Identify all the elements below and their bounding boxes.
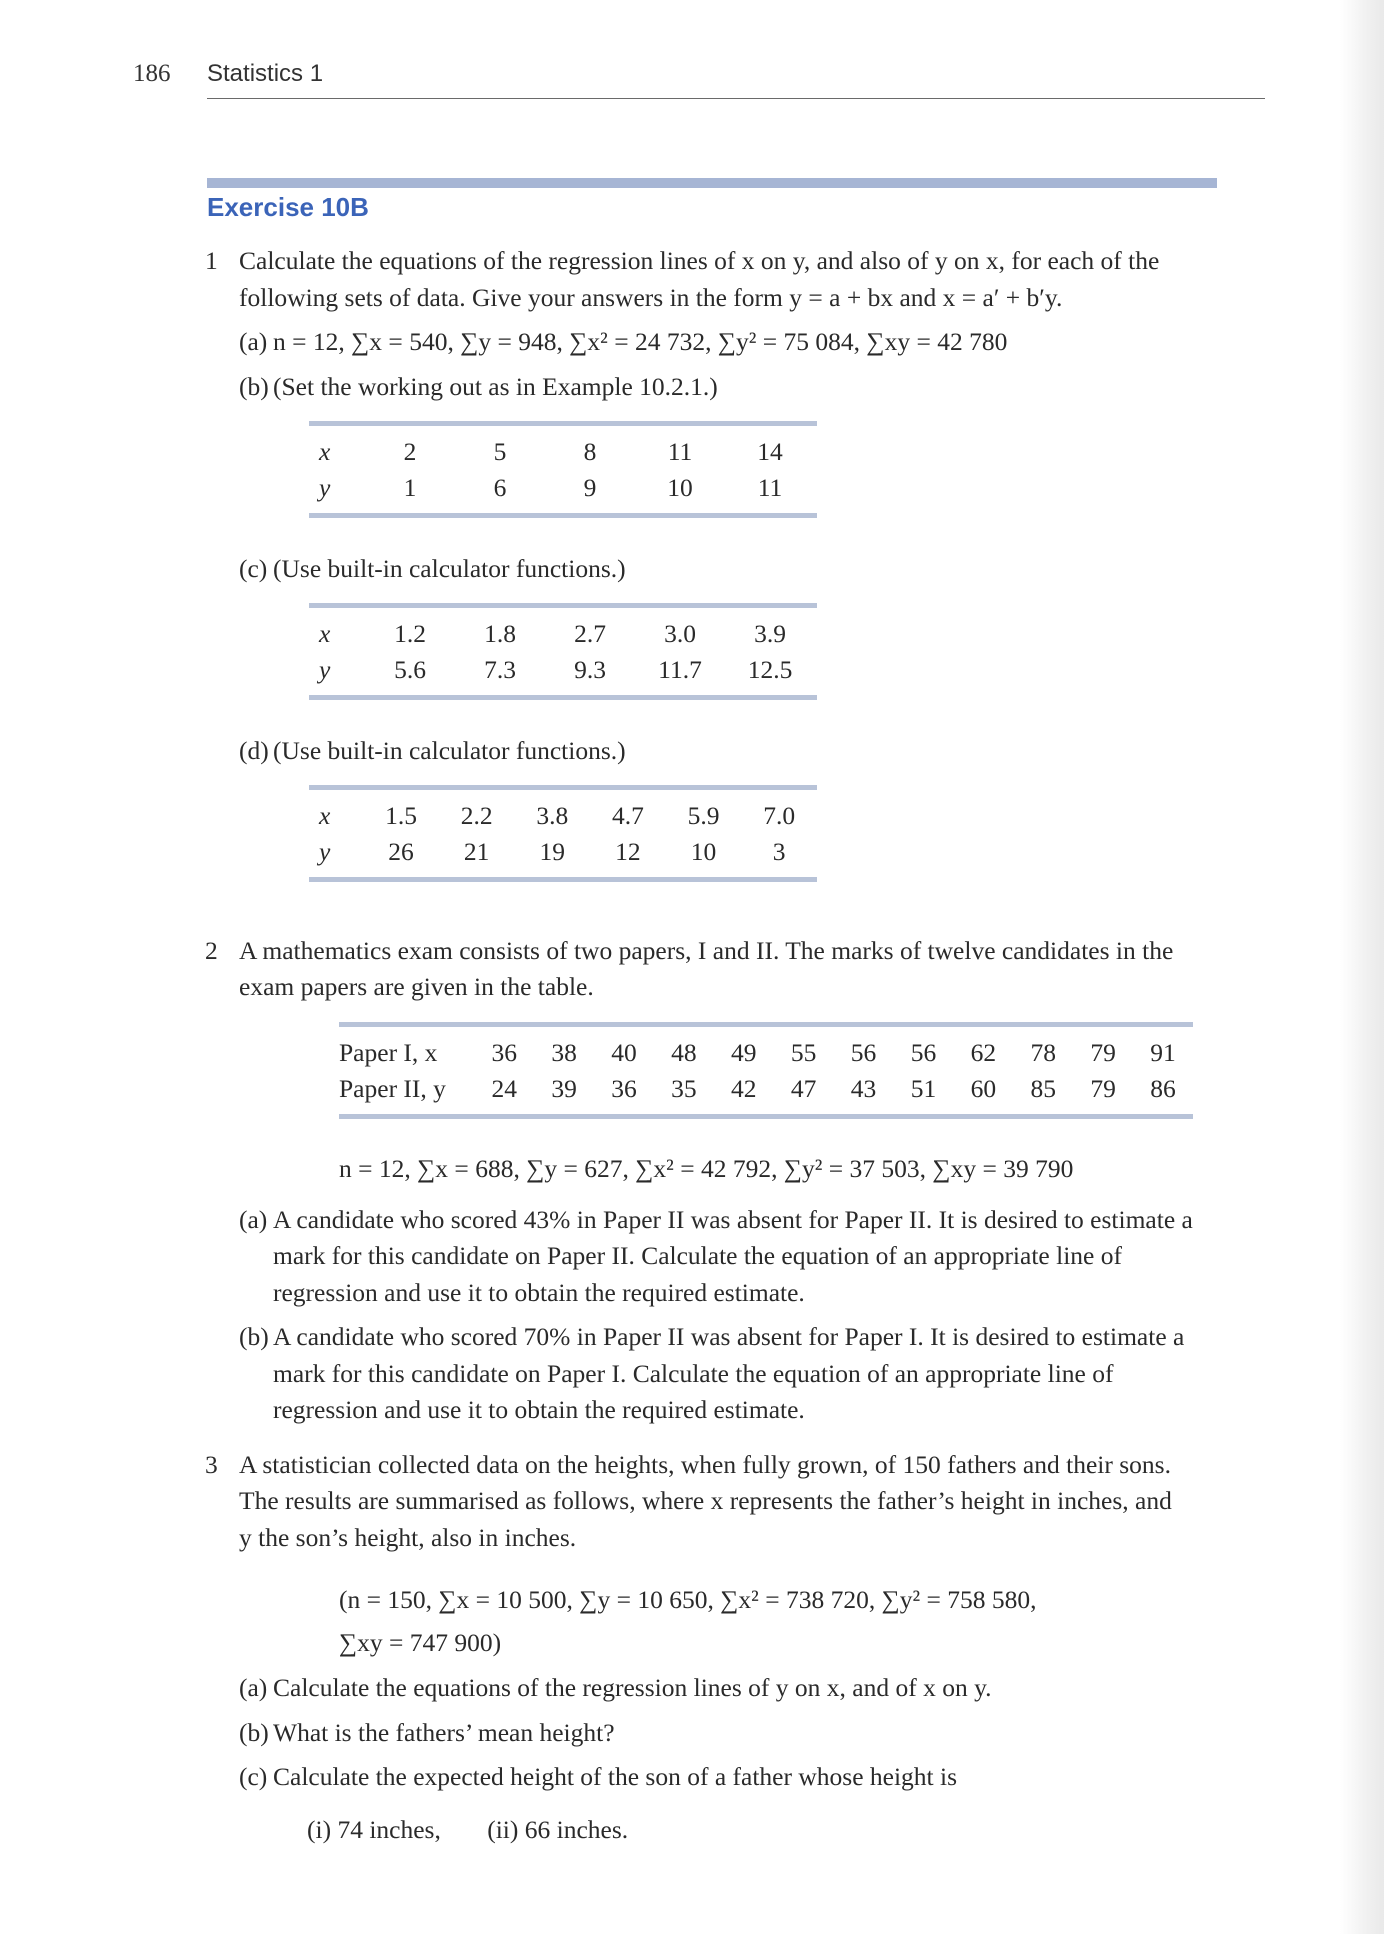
table-cell: 51 — [910, 1073, 937, 1103]
table-cell: 36 — [491, 1037, 517, 1067]
table-cell: 62 — [970, 1037, 997, 1067]
exercise-title: Exercise 10B — [207, 192, 369, 222]
table-cell: 7.0 — [763, 801, 796, 830]
part-b — [239, 1319, 1305, 1429]
summary-statistics: n = 12, ∑x = 688, ∑y = 627, ∑x² = 42 792, ∑y² = 37 503, ∑xy = 39 790 — [339, 1154, 1074, 1183]
part-text-line: regression and use it to obtain the required estimate. — [273, 1395, 805, 1424]
table-cell: 48 — [671, 1037, 697, 1067]
part-label: (b) — [239, 1322, 269, 1351]
table-cell: 79 — [1090, 1037, 1116, 1067]
part-text: Calculate the expected height of the son of a father whose height is — [273, 1762, 958, 1791]
data-table-b — [309, 421, 817, 518]
table-cell: 7.3 — [484, 655, 516, 684]
part-text-line: A candidate who scored 70% in Paper II was absent for Paper I. It is desired to estimate a — [273, 1322, 1185, 1351]
running-title: Statistics 1 — [207, 60, 324, 87]
table-cell: 14 — [757, 437, 783, 466]
data-table-d — [309, 785, 817, 882]
page-number: 186 — [133, 60, 171, 87]
row-label: y — [319, 655, 331, 684]
table-cell: 2.2 — [460, 801, 493, 830]
part-label: (b) — [239, 371, 269, 401]
table-cell: 3.8 — [536, 801, 569, 830]
table-cell: 1.5 — [385, 801, 417, 830]
table-cell: 91 — [1150, 1037, 1176, 1067]
table-row-y — [309, 834, 817, 870]
question-2 — [205, 933, 1305, 1429]
table-cell: 40 — [611, 1037, 637, 1067]
row-label: y — [319, 837, 331, 866]
question-3 — [205, 1447, 1305, 1849]
table-cell: 55 — [790, 1037, 817, 1067]
table-cell: 39 — [551, 1073, 577, 1103]
question-text-line: A mathematics exam consists of two papers, I and II. The marks of twelve candidates in the — [239, 935, 1174, 965]
exercise-content — [205, 243, 1305, 1848]
table-cell: 49 — [731, 1037, 757, 1067]
part-label: (a) — [239, 1673, 268, 1702]
part-text: (Set the working out as in Example 10.2.1.) — [273, 371, 718, 401]
table-row-paper-2 — [339, 1071, 1193, 1107]
part-text-line: mark for this candidate on Paper II. Calculate the equation of an appropriate line of — [273, 1241, 1122, 1270]
question-1 — [205, 243, 1305, 915]
table-cell: 79 — [1090, 1073, 1116, 1103]
table-cell: 9 — [583, 473, 597, 502]
part-c — [239, 1759, 1305, 1796]
table-row-y — [309, 470, 815, 506]
part-text: (Use built-in calculator functions.) — [273, 735, 626, 765]
table-cell: 11 — [757, 473, 783, 502]
table-cell: 19 — [539, 837, 566, 866]
question-text-line: A statistician collected data on the heights, when fully grown, of 150 fathers and their sons. — [239, 1449, 1171, 1479]
table-cell: 1.2 — [394, 619, 426, 648]
part-d — [239, 733, 1305, 770]
table-cell: 85 — [1030, 1073, 1056, 1103]
question-text-line: following sets of data. Give your answers in the form y = a + bx and x = a′ + b′y. — [239, 282, 1063, 312]
data-table-c — [309, 603, 817, 700]
part-c — [239, 551, 1305, 588]
table-cell: 36 — [611, 1073, 637, 1103]
table-cell: 1 — [403, 473, 417, 502]
part-text-line: regression and use it to obtain the required estimate. — [273, 1277, 805, 1307]
part-label: (a) — [239, 1204, 268, 1234]
question-number: 1 — [205, 246, 218, 275]
row-label: Paper I, x — [339, 1037, 438, 1067]
table-row-x — [309, 798, 817, 834]
table-cell: 3.9 — [754, 619, 786, 648]
part-text-line: mark for this candidate on Paper I. Calculate the equation of an appropriate line of — [273, 1358, 1114, 1388]
part-text-line: A candidate who scored 43% in Paper II was absent for Paper II. It is desired to estimate a — [273, 1204, 1193, 1234]
table-row-x — [309, 434, 815, 470]
page-edge-shadow — [1340, 0, 1384, 1934]
header-rule — [207, 98, 1265, 99]
table-row-y — [309, 652, 815, 688]
part-label: (b) — [239, 1717, 269, 1747]
table-row-paper-1 — [339, 1035, 1193, 1071]
part-b — [239, 1715, 1305, 1752]
row-label: x — [319, 619, 331, 648]
part-label: (c) — [239, 553, 268, 583]
part-label: (c) — [239, 1762, 268, 1791]
table-cell: 86 — [1150, 1073, 1176, 1103]
table-cell: 5.6 — [394, 655, 426, 684]
table-cell: 60 — [970, 1073, 997, 1103]
row-label: y — [319, 473, 331, 502]
part-label: (a) — [239, 327, 268, 356]
row-label: Paper II, y — [339, 1073, 446, 1103]
question-text-line: exam papers are given in the table. — [239, 972, 594, 1001]
table-cell: 2 — [403, 437, 417, 466]
question-text-line: y the son’s height, also in inches. — [239, 1522, 577, 1552]
row-label: x — [319, 801, 331, 830]
table-cell: 12 — [615, 837, 641, 866]
question-number: 3 — [205, 1449, 218, 1479]
table-cell: 6 — [493, 473, 507, 502]
question-text-line: The results are summarised as follows, where x represents the father’s height in inches, and — [239, 1486, 1172, 1515]
part-a — [239, 1202, 1305, 1312]
table-cell: 24 — [491, 1073, 517, 1103]
part-text: Calculate the equations of the regression lines of y on x, and of x on y. — [273, 1673, 992, 1702]
stats-line: ∑xy = 747 900) — [339, 1628, 502, 1657]
sub-item-i: (i) 74 inches, — [307, 1814, 441, 1844]
part-a — [239, 1670, 1305, 1707]
table-cell: 78 — [1030, 1037, 1056, 1067]
table-cell: 3.0 — [664, 619, 696, 648]
sub-items — [307, 1812, 1305, 1849]
page-header — [0, 56, 1300, 102]
part-text: What is the fathers’ mean height? — [273, 1717, 615, 1747]
table-cell: 11 — [667, 437, 693, 466]
table-cell: 42 — [731, 1073, 757, 1103]
part-text: n = 12, ∑x = 540, ∑y = 948, ∑x² = 24 732, ∑y² = 75 084, ∑xy = 42 780 — [273, 327, 1008, 356]
table-cell: 56 — [850, 1037, 877, 1067]
table-cell: 5.9 — [687, 801, 720, 830]
part-a — [239, 324, 1305, 361]
table-cell: 12.5 — [747, 655, 793, 684]
table-cell: 35 — [671, 1073, 697, 1103]
question-number: 2 — [205, 935, 218, 965]
table-cell: 43 — [850, 1073, 877, 1103]
exercise-band — [207, 178, 1217, 188]
sub-item-ii: (ii) 66 inches. — [487, 1814, 629, 1844]
summary-statistics — [339, 1578, 1305, 1664]
table-cell: 26 — [388, 837, 414, 866]
table-cell: 2.7 — [574, 619, 606, 648]
table-cell: 38 — [551, 1037, 577, 1067]
stats-line: (n = 150, ∑x = 10 500, ∑y = 10 650, ∑x² = 738 720, ∑y² = 758 580, — [339, 1585, 1037, 1614]
table-cell: 11.7 — [658, 655, 702, 684]
table-cell: 5 — [493, 437, 507, 466]
table-cell: 3 — [772, 837, 786, 866]
part-label: (d) — [239, 735, 269, 765]
table-cell: 1.8 — [484, 619, 516, 648]
table-cell: 4.7 — [611, 801, 644, 830]
table-cell: 10 — [690, 837, 717, 866]
table-cell: 8 — [583, 437, 597, 466]
table-row-x — [309, 616, 815, 652]
row-label: x — [319, 437, 331, 466]
table-cell: 21 — [463, 837, 490, 866]
table-cell: 10 — [667, 473, 693, 502]
part-b — [239, 369, 1305, 406]
table-cell: 47 — [790, 1073, 817, 1103]
part-text: (Use built-in calculator functions.) — [273, 553, 626, 583]
data-table-papers — [339, 1022, 1193, 1119]
table-cell: 56 — [910, 1037, 937, 1067]
question-text-line: Calculate the equations of the regression lines of x on y, and also of y on x, for each of the — [239, 246, 1160, 275]
table-cell: 9.3 — [574, 655, 606, 684]
